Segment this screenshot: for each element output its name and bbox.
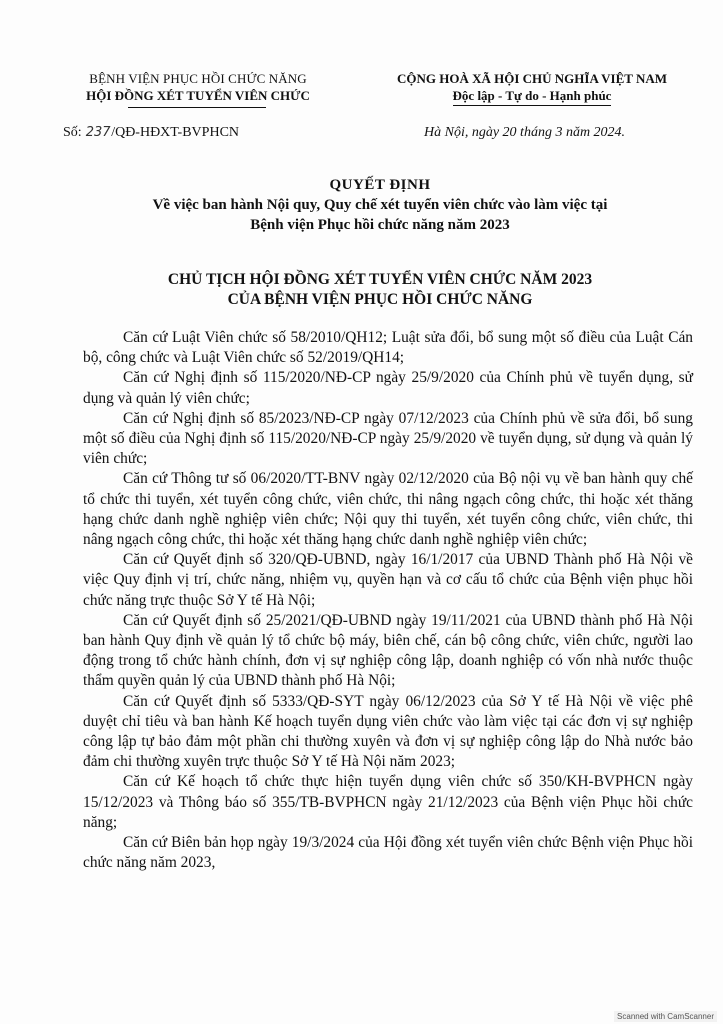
header-divider <box>128 107 266 108</box>
issuer-title-line-1: CHỦ TỊCH HỘI ĐỒNG XÉT TUYỂN VIÊN CHỨC NĂM 2023 <box>167 271 593 288</box>
legal-basis-paragraph: Căn cứ Quyết định số 25/2021/QĐ-UBND ngày 19/11/2021 của UBND thành phố Hà Nội ban hành Quy định về quản lý tổ chức bộ máy, biên chế, cán bộ công chức, viên chức, người lao động trong tổ chức hành chính, đơn vị sự nghiệp công lập, doanh nghiệp có vốn nhà nước thuộc thẩm quyền quản lý của UBND thành phố Hà Nội; <box>83 611 693 690</box>
document-number <box>63 124 239 142</box>
legal-basis-paragraph: Căn cứ Nghị định số 115/2020/NĐ-CP ngày 25/9/2020 của Chính phủ về tuyển dụng, sử dụng và quản lý viên chức; <box>83 369 693 407</box>
decision-subject-line-2: Bệnh viện Phục hồi chức năng năm 2023 <box>250 217 510 233</box>
document-number-prefix: Số: <box>63 125 82 140</box>
place-and-date: Hà Nội, ngày 20 tháng 3 năm 2024. <box>424 125 626 140</box>
legal-basis-paragraph: Căn cứ Thông tư số 06/2020/TT-BNV ngày 02/12/2020 của Bộ nội vụ về ban hành quy chế tổ chức thi tuyển, xét tuyển công chức, viên chức, thi nâng ngạch công chức, thi hoặc xét thăng hạng chức danh nghề nghiệp viên chức; Nội quy thi tuyển, xét tuyển công chức, viên chức, thi nâng ngạch công chức, thi hoặc xét thăng hạng chức danh nghề nghiệp viên chức; <box>83 470 693 549</box>
national-motto: Độc lập - Tự do - Hạnh phúc <box>453 87 612 106</box>
legal-basis-paragraph: Căn cứ Luật Viên chức số 58/2010/QH12; Luật sửa đổi, bổ sung một số điều của Luật Cán bộ, công chức và Luật Viên chức số 52/2019/QH14; <box>83 329 693 367</box>
handwritten-number: 237 <box>85 125 111 140</box>
scanner-watermark: Scanned with CamScanner <box>614 1011 717 1022</box>
issuing-authority <box>48 70 348 104</box>
legal-basis-paragraph: Căn cứ Quyết định số 320/QĐ-UBND, ngày 16/1/2017 của UBND Thành phố Hà Nội về việc Quy định vị trí, chức năng, nhiệm vụ, quyền hạn và cơ cấu tổ chức của Bệnh viện phục hồi chức năng trực thuộc Sở Y tế Hà Nội; <box>83 551 693 609</box>
council-name: HỘI ĐỒNG XÉT TUYỂN VIÊN CHỨC <box>86 88 310 103</box>
organization-name: BỆNH VIỆN PHỤC HỒI CHỨC NĂNG <box>89 71 307 86</box>
national-header <box>362 70 702 106</box>
decision-title <box>100 175 660 235</box>
legal-basis-paragraph: Căn cứ Kế hoạch tổ chức thực hiện tuyển dụng viên chức số 350/KH-BVPHCN ngày 15/12/2023 và Thông báo số 355/TB-BVPHCN ngày 21/12/2023 của Bệnh viện Phục hồi chức năng; <box>83 773 693 831</box>
country-name: CỘNG HOÀ XÃ HỘI CHỦ NGHĨA VIỆT NAM <box>396 71 668 86</box>
decision-heading: QUYẾT ĐỊNH <box>329 177 431 193</box>
legal-basis-paragraph: Căn cứ Biên bản họp ngày 19/3/2024 của Hội đồng xét tuyển viên chức Bệnh viện Phục hồi chức năng năm 2023, <box>83 834 693 872</box>
decision-subject-line-1: Về việc ban hành Nội quy, Quy chế xét tuyển viên chức vào làm việc tại <box>152 197 608 213</box>
issuer-title <box>80 270 680 310</box>
document-number-suffix: /QĐ-HĐXT-BVPHCN <box>111 125 240 140</box>
legal-basis-paragraph: Căn cứ Nghị định số 85/2023/NĐ-CP ngày 07/12/2023 của Chính phủ về sửa đổi, bổ sung một số điều của Nghị định số 115/2020/NĐ-CP ngày 25/9/2020 về tuyển dụng, sử dụng và quản lý viên chức; <box>83 409 693 468</box>
legal-basis-paragraph: Căn cứ Quyết định số 5333/QĐ-SYT ngày 06/12/2023 của Sở Y tế Hà Nội về việc phê duyệt chỉ tiêu và ban hành Kế hoạch tuyển dụng viên chức vào làm việc tại các đơn vị sự nghiệp công lập tự bảo đảm một phần chi thường xuyên và đơn vị sự nghiệp công lập do Nhà nước bảo đảm chi thường xuyên trực thuộc Sở Y tế Hà Nội năm 2023; <box>83 692 693 771</box>
legal-basis <box>83 328 693 873</box>
issuer-title-line-2: CỦA BỆNH VIỆN PHỤC HỒI CHỨC NĂNG <box>227 291 533 308</box>
